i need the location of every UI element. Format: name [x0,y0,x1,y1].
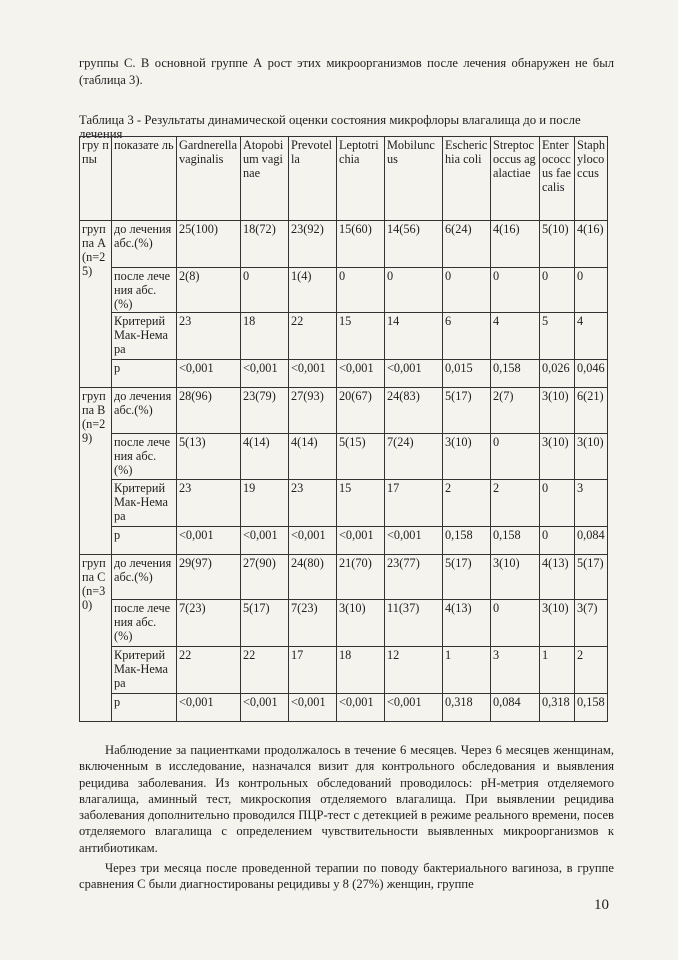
value-cell: 22 [241,647,289,694]
value-cell: 3(10) [540,434,575,480]
table-row [80,600,608,647]
value-cell: 0 [491,268,540,313]
indicator-cell: после лечения абс.(%) [112,434,177,480]
value-cell: 23 [289,480,337,527]
value-cell: 15 [337,480,385,527]
header-cell: Escherichia coli [443,137,491,221]
value-cell: 22 [289,313,337,360]
value-cell: 0 [540,527,575,555]
group-label-cell: группа С(n=30) [80,555,112,722]
value-cell: 5(13) [177,434,241,480]
value-cell: <0,001 [337,694,385,722]
header-cell: Mobiluncus [385,137,443,221]
value-cell: 0,318 [443,694,491,722]
value-cell: 5(17) [443,555,491,600]
value-cell: 4(16) [491,221,540,268]
header-cell: Leptotrichia [337,137,385,221]
value-cell: 7(23) [289,600,337,647]
value-cell: 1 [443,647,491,694]
relapse-paragraph: Через три месяца после проведенной терапии по поводу бактериального вагиноза, в группе сравнения С были диагностированы рецидивы у 8 (27%) женщин, группе [79,861,614,892]
value-cell: <0,001 [337,527,385,555]
value-cell: <0,001 [177,694,241,722]
header-cell: Enterococcus faecalis [540,137,575,221]
indicator-cell: Критерий Мак-Немара [112,313,177,360]
value-cell: 28(96) [177,388,241,434]
value-cell: 0 [241,268,289,313]
value-cell: 18 [241,313,289,360]
value-cell: 4 [491,313,540,360]
value-cell: 27(90) [241,555,289,600]
page-number: 10 [594,897,609,913]
header-cell: показате ль [112,137,177,221]
header-cell: Staphylococcus [575,137,608,221]
table-row [80,527,608,555]
value-cell: 18(72) [241,221,289,268]
table-row [80,434,608,480]
indicator-cell: p [112,527,177,555]
indicator-cell: до лечения абс.(%) [112,388,177,434]
value-cell: 0 [443,268,491,313]
value-cell: 7(24) [385,434,443,480]
header-cell: Atopobium vaginae [241,137,289,221]
value-cell: 0,046 [575,360,608,388]
value-cell: 6 [443,313,491,360]
value-cell: 3 [491,647,540,694]
body-text [79,742,614,893]
indicator-cell: до лечения абс.(%) [112,555,177,600]
value-cell: 3(10) [575,434,608,480]
value-cell: 4 [575,313,608,360]
table-row [80,480,608,527]
value-cell: 3 [575,480,608,527]
value-cell: 4(13) [540,555,575,600]
indicator-cell: до лечения абс.(%) [112,221,177,268]
value-cell: <0,001 [289,694,337,722]
value-cell: 23 [177,480,241,527]
value-cell: 23(77) [385,555,443,600]
value-cell: 1 [540,647,575,694]
value-cell: 0 [337,268,385,313]
table-row [80,221,608,268]
table-row [80,313,608,360]
value-cell: 5(17) [241,600,289,647]
table-row [80,555,608,600]
value-cell: 14 [385,313,443,360]
value-cell: <0,001 [289,360,337,388]
table-row [80,268,608,313]
indicator-cell: p [112,694,177,722]
value-cell: <0,001 [385,360,443,388]
value-cell: 4(14) [289,434,337,480]
value-cell: 17 [289,647,337,694]
value-cell: 5(15) [337,434,385,480]
value-cell: 2 [491,480,540,527]
value-cell: 4(13) [443,600,491,647]
value-cell: 22 [177,647,241,694]
value-cell: 20(67) [337,388,385,434]
indicator-cell: Критерий Мак-Немара [112,647,177,694]
observation-paragraph: Наблюдение за пациентками продолжалось в течение 6 месяцев. Через 6 месяцев женщинам, включенным в исследование, назначался визит для контрольного обследования и выявления рецидива заболевания. Из контрольных обследований проводилось: рН-метрия отделяемого влагалища, аминный тест, микроскопия отделяемого влагалища. При выявлении рецидива заболевания дополнительно проводился ПЦР-тест с детекцией в режиме реального времени, посев отделяемого влагалища с определением чувствительности выявленных микроорганизмов к антибиотикам. [79,743,614,855]
indicator-cell: p [112,360,177,388]
value-cell: 0 [491,434,540,480]
value-cell: 0,084 [575,527,608,555]
value-cell: <0,001 [241,694,289,722]
header-cell: Gardnerella vaginalis [177,137,241,221]
value-cell: <0,001 [241,360,289,388]
value-cell: 11(37) [385,600,443,647]
indicator-cell: после лечения абс.(%) [112,600,177,647]
value-cell: 4(14) [241,434,289,480]
table-header-row [80,137,608,221]
value-cell: 24(80) [289,555,337,600]
value-cell: 23(79) [241,388,289,434]
value-cell: 0,158 [575,694,608,722]
value-cell: 5(10) [540,221,575,268]
value-cell: 0,015 [443,360,491,388]
value-cell: 24(83) [385,388,443,434]
value-cell: 7(23) [177,600,241,647]
value-cell: 21(70) [337,555,385,600]
value-cell: 18 [337,647,385,694]
value-cell: 0 [575,268,608,313]
value-cell: 0,158 [491,360,540,388]
table-row [80,360,608,388]
value-cell: 6(24) [443,221,491,268]
value-cell: 2 [575,647,608,694]
header-cell: Streptococcus agalactiae [491,137,540,221]
value-cell: <0,001 [177,527,241,555]
value-cell: 5 [540,313,575,360]
intro-paragraph: группы С. В основной группе А рост этих микроорганизмов после лечения обнаружен не был (таблица 3). [79,56,614,87]
value-cell: 17 [385,480,443,527]
value-cell: 0,158 [443,527,491,555]
value-cell: 3(10) [443,434,491,480]
table-row [80,694,608,722]
table-row [80,647,608,694]
value-cell: 3(7) [575,600,608,647]
value-cell: 15 [337,313,385,360]
value-cell: <0,001 [177,360,241,388]
value-cell: 6(21) [575,388,608,434]
value-cell: <0,001 [241,527,289,555]
value-cell: 0,318 [540,694,575,722]
value-cell: 5(17) [443,388,491,434]
value-cell: 27(93) [289,388,337,434]
value-cell: 3(10) [540,388,575,434]
value-cell: <0,001 [337,360,385,388]
value-cell: 3(10) [540,600,575,647]
value-cell: 0 [540,268,575,313]
value-cell: 3(10) [491,555,540,600]
microflora-table [79,136,608,722]
value-cell: 0,158 [491,527,540,555]
value-cell: <0,001 [385,694,443,722]
indicator-cell: после лечения абс.(%) [112,268,177,313]
value-cell: 0,084 [491,694,540,722]
value-cell: 23 [177,313,241,360]
header-cell: Prevotella [289,137,337,221]
value-cell: 12 [385,647,443,694]
value-cell: 19 [241,480,289,527]
value-cell: 0 [540,480,575,527]
value-cell: 1(4) [289,268,337,313]
value-cell: <0,001 [289,527,337,555]
group-label-cell: группа А(n=25) [80,221,112,388]
value-cell: <0,001 [385,527,443,555]
value-cell: 23(92) [289,221,337,268]
value-cell: 14(56) [385,221,443,268]
value-cell: 0,026 [540,360,575,388]
header-cell: гру ппы [80,137,112,221]
value-cell: 2 [443,480,491,527]
value-cell: 25(100) [177,221,241,268]
value-cell: 3(10) [337,600,385,647]
value-cell: 4(16) [575,221,608,268]
value-cell: 5(17) [575,555,608,600]
indicator-cell: Критерий Мак-Немара [112,480,177,527]
value-cell: 0 [491,600,540,647]
table-row [80,388,608,434]
value-cell: 0 [385,268,443,313]
table-caption: Таблица 3 - Результаты динамической оценки состояния микрофлоры влагалища до и после лечения [79,113,581,141]
value-cell: 29(97) [177,555,241,600]
group-label-cell: группа В(n=29) [80,388,112,555]
value-cell: 2(7) [491,388,540,434]
value-cell: 2(8) [177,268,241,313]
value-cell: 15(60) [337,221,385,268]
